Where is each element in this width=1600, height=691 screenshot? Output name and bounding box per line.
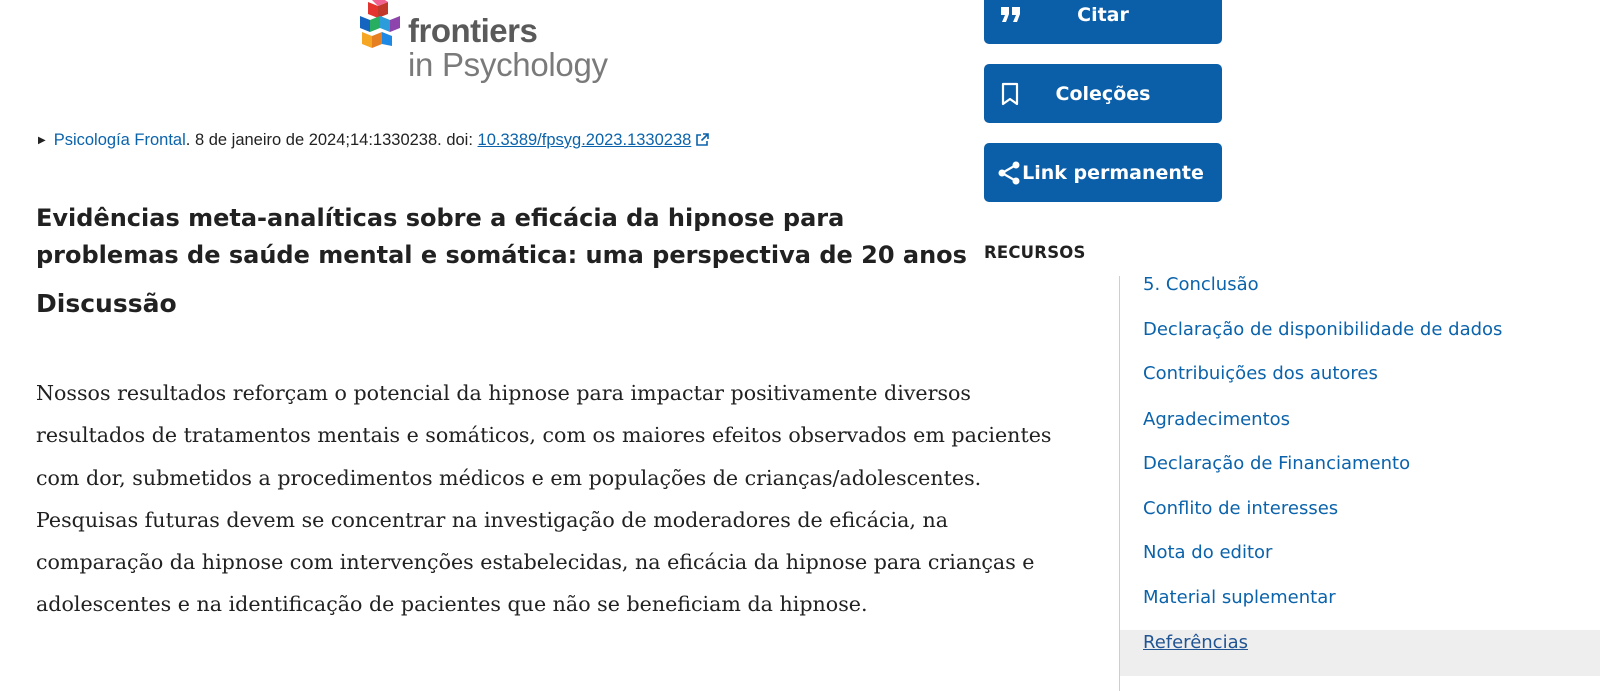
frontiers-cube-icon [358,0,404,52]
article-title: Evidências meta-analíticas sobre a eficácia da hipnose para problemas de saúde mental e somática: uma perspectiva de 20 anos [36,204,967,269]
bookmark-icon [1000,82,1020,106]
section-heading: Discussão [36,289,177,318]
toc-item-data-availability[interactable]: Declaração de disponibilidade de dados [1143,319,1503,340]
cite-button[interactable] [984,0,1222,44]
toc-item-conflict-of-interest[interactable]: Conflito de interesses [1143,498,1339,519]
toc-item-conclusion[interactable]: 5. Conclusão [1143,274,1259,295]
toc-item-editor-note[interactable]: Nota do editor [1143,542,1273,563]
citation-line [38,131,709,152]
permalink-button-label: Link permanente [1022,161,1204,184]
toc-item-funding[interactable]: Declaração de Financiamento [1143,453,1411,474]
toc-item-acknowledgments[interactable]: Agradecimentos [1143,409,1291,430]
table-of-contents [1119,276,1600,691]
journal-link[interactable]: Psicología Frontal [53,131,186,149]
share-icon [996,160,1022,186]
discussion-paragraph: Nossos resultados reforçam o potencial da hipnose para impactar positivamente diversos resultados de tratamentos mentais e somáticos, com os maiores efeitos observados em pacientes com dor, submetidos a procedimentos médicos e em populações de crianças/adolescentes. Pesquisas futuras devem se concentrar na investigação de moderadores de eficácia, na comparação da hipnose com intervenções estabelecidas, na eficácia da hipnose para crianças e adolescentes e na identificação de pacientes que não se beneficiam da hipnose. [36,381,1052,617]
collections-button[interactable] [984,64,1222,123]
frontiers-logo[interactable] [358,0,628,84]
toc-item-references[interactable]: Referências [1143,632,1248,653]
logo-wordmark-frontiers: frontiers [408,12,538,49]
cite-button-label: Citar [1077,3,1129,26]
quote-icon [1000,6,1022,24]
toc-item-author-contributions[interactable]: Contribuições dos autores [1143,363,1378,384]
resources-heading: RECURSOS [984,243,1086,262]
doi-link[interactable]: 10.3389/fpsyg.2023.1330238 [477,131,692,149]
collections-button-label: Coleções [1055,82,1151,105]
toc-item-supplementary-material[interactable]: Material suplementar [1143,587,1336,608]
expand-triangle-icon[interactable]: ▶ [38,135,46,146]
citation-details: . 8 de janeiro de 2024;14:1330238. doi: [185,131,478,149]
logo-wordmark-journal: in Psychology [408,46,608,83]
permalink-button[interactable] [984,143,1222,202]
external-link-icon[interactable] [695,133,709,152]
